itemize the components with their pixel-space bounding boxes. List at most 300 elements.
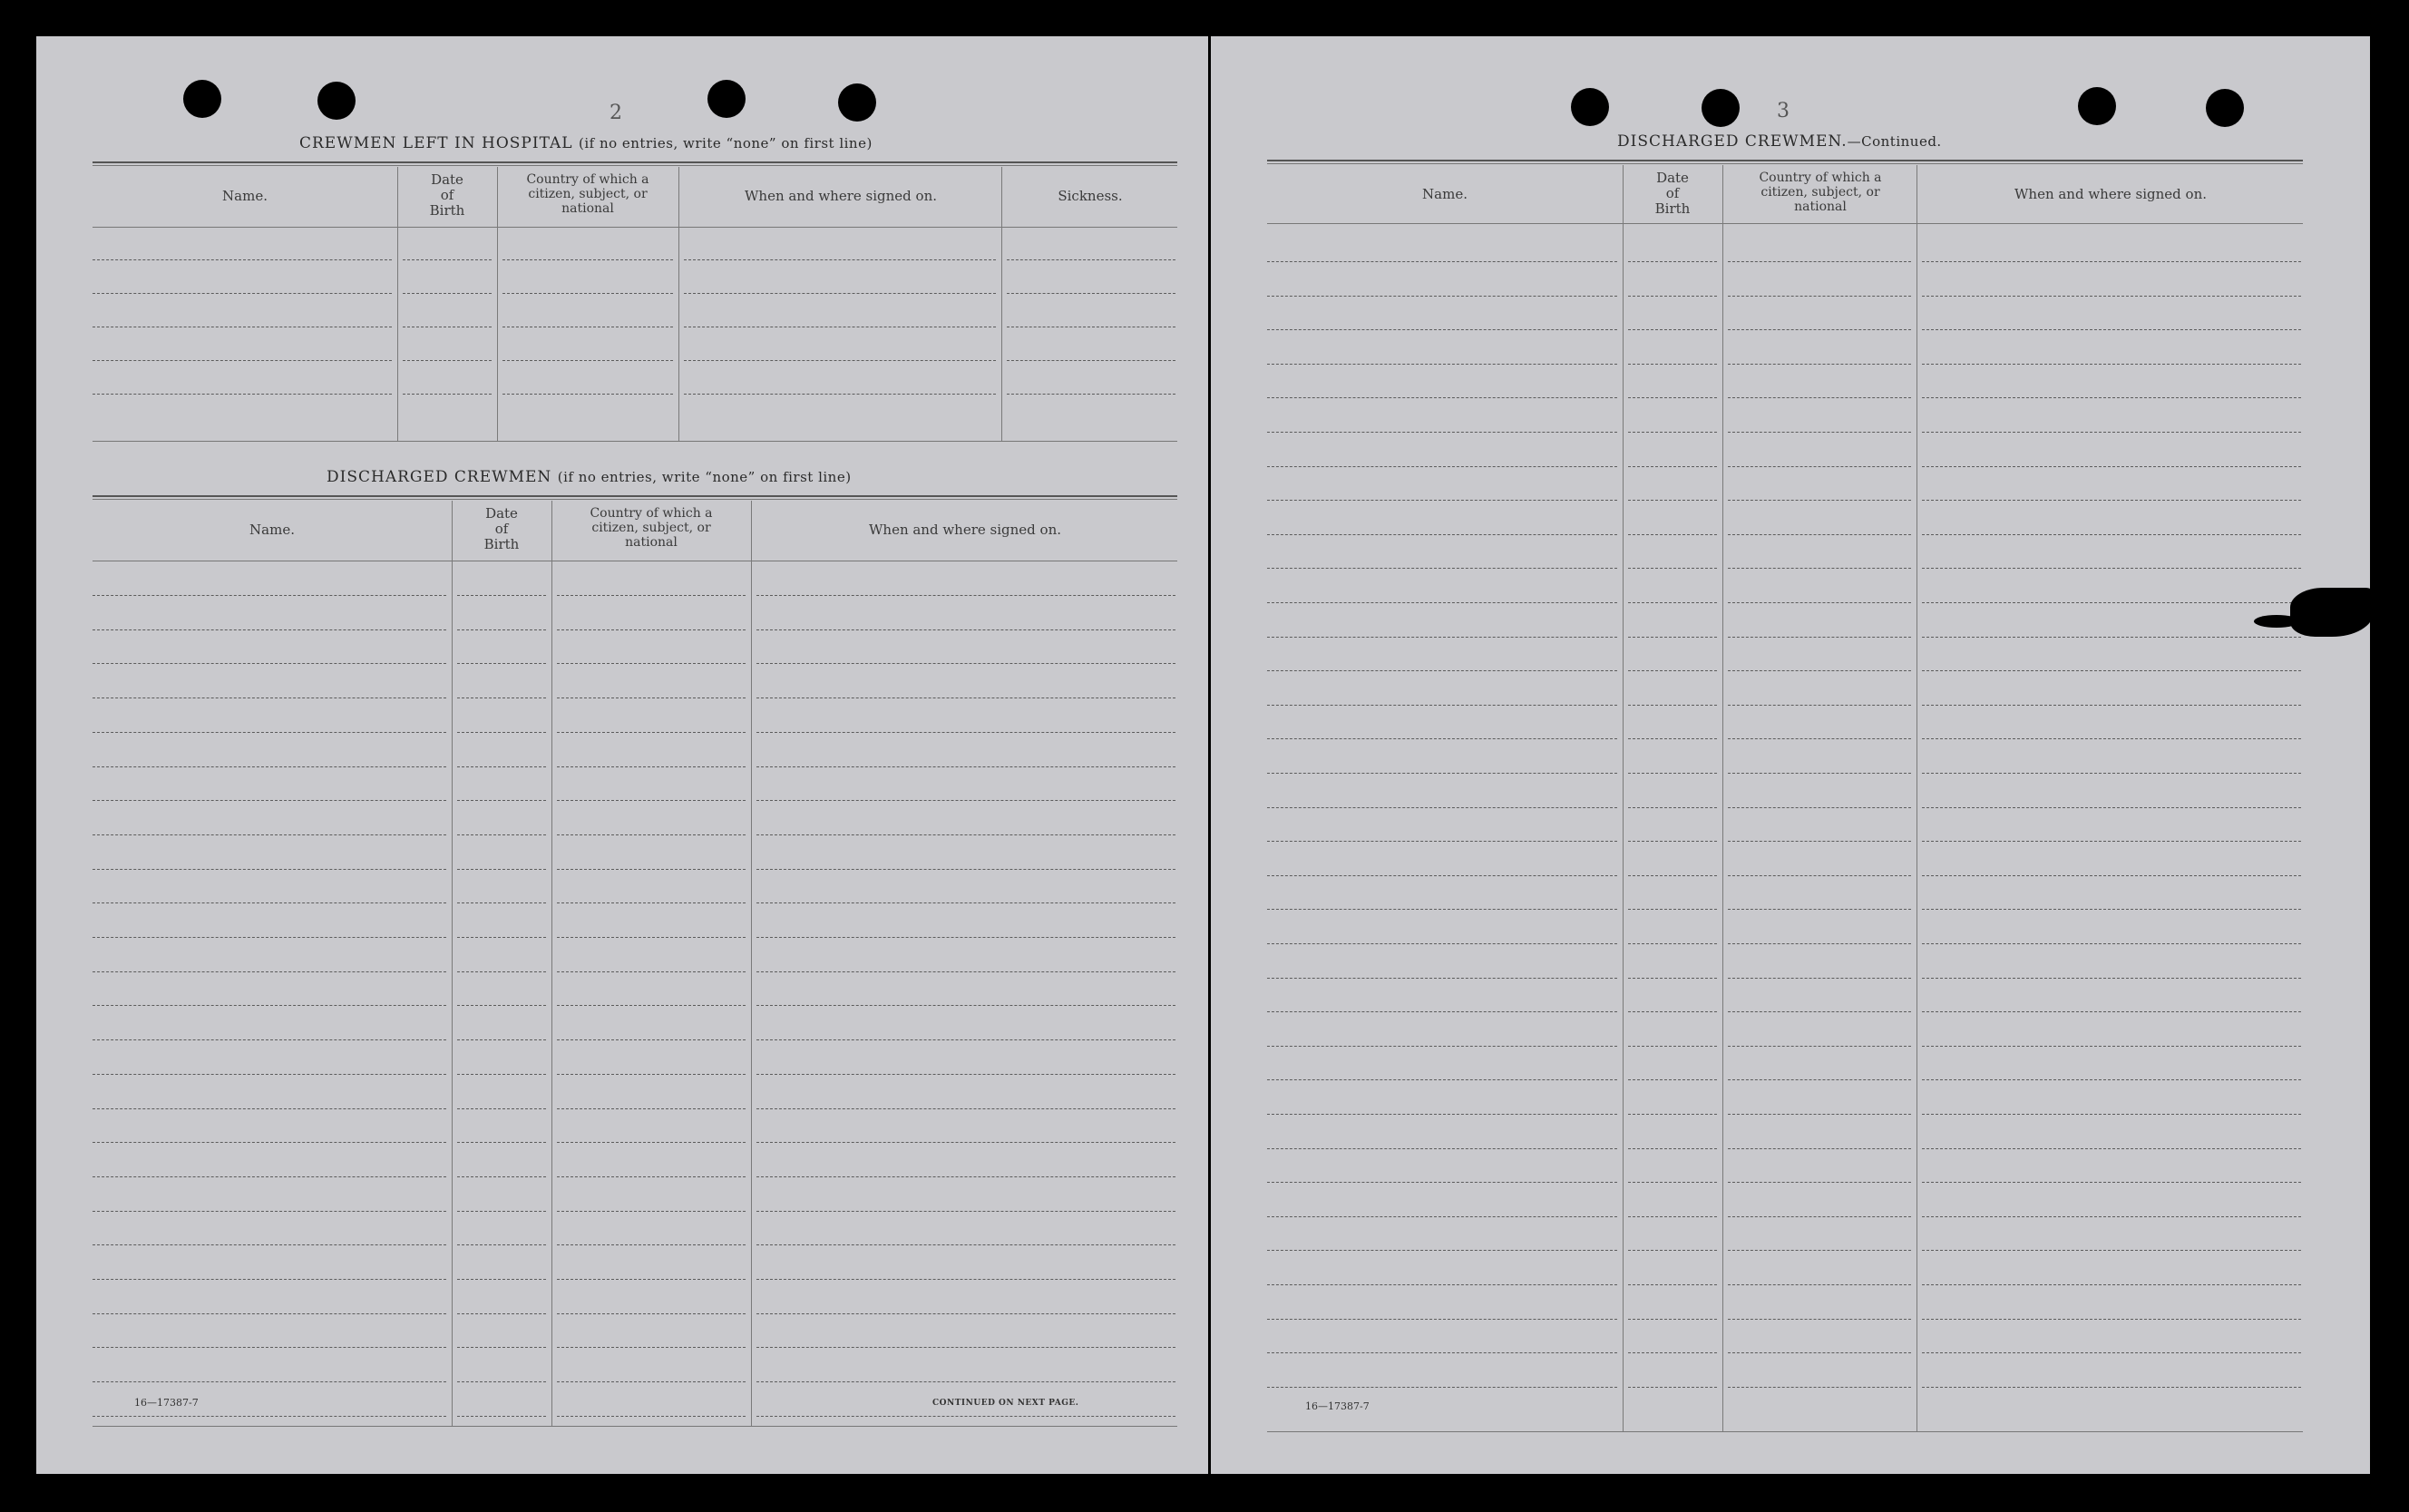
hospital-col-divider xyxy=(397,167,398,441)
entry-line xyxy=(557,1005,746,1006)
entry-line xyxy=(1728,1114,1911,1115)
entry-line xyxy=(756,1108,1175,1109)
entry-line xyxy=(502,259,673,260)
entry-line xyxy=(557,1074,746,1075)
entry-line xyxy=(1628,534,1717,535)
entry-line xyxy=(457,629,546,630)
entry-line xyxy=(1922,1148,2301,1149)
entry-line xyxy=(1728,500,1911,501)
entry-line xyxy=(93,937,446,938)
entry-line xyxy=(1628,466,1717,467)
entry-line xyxy=(1267,534,1617,535)
entry-line xyxy=(1922,1387,2301,1388)
entry-line xyxy=(1728,943,1911,944)
right-page xyxy=(1211,36,2370,1474)
right-top-rule xyxy=(1267,160,2303,161)
entry-line xyxy=(457,1313,546,1314)
entry-line xyxy=(756,1074,1175,1075)
entry-line xyxy=(93,902,446,903)
entry-line xyxy=(1922,1114,2301,1115)
entry-line xyxy=(457,732,546,733)
entry-line xyxy=(457,800,546,801)
entry-line xyxy=(457,834,546,835)
entry-line xyxy=(93,1108,446,1109)
entry-line xyxy=(93,732,446,733)
entry-line xyxy=(1267,773,1617,774)
entry-line xyxy=(1728,1046,1911,1047)
entry-line xyxy=(557,1416,746,1417)
discharged-col-dob xyxy=(452,506,551,552)
entry-line xyxy=(93,1074,446,1075)
punch-hole xyxy=(183,80,221,118)
entry-line xyxy=(1922,670,2301,671)
entry-line xyxy=(502,360,673,361)
hospital-col-signed: When and where signed on. xyxy=(744,188,937,204)
punch-hole xyxy=(2206,89,2244,127)
torn-edge xyxy=(2254,615,2299,628)
entry-line xyxy=(1267,705,1617,706)
entry-line xyxy=(457,663,546,664)
entry-line xyxy=(1922,909,2301,910)
entry-line xyxy=(1628,909,1717,910)
entry-line xyxy=(93,1313,446,1314)
entry-line xyxy=(557,1279,746,1280)
entry-line xyxy=(1922,500,2301,501)
entry-line xyxy=(557,1108,746,1109)
entry-line xyxy=(1628,773,1717,774)
right-bottom-rule xyxy=(1267,1431,2303,1432)
entry-line xyxy=(93,1211,446,1212)
hospital-top-rule xyxy=(93,161,1177,163)
entry-line xyxy=(756,629,1175,630)
country-line: citizen, subject, or xyxy=(1760,185,1880,200)
entry-line xyxy=(1922,943,2301,944)
entry-line xyxy=(1728,807,1911,808)
entry-line xyxy=(1267,909,1617,910)
entry-line xyxy=(1728,1352,1911,1353)
entry-line xyxy=(756,732,1175,733)
entry-line xyxy=(1628,738,1717,739)
entry-line xyxy=(1922,1216,2301,1217)
dob-line: of xyxy=(1665,185,1680,201)
entry-line xyxy=(557,1142,746,1143)
entry-line xyxy=(1267,1352,1617,1353)
entry-line xyxy=(1267,1046,1617,1047)
entry-line xyxy=(1922,1352,2301,1353)
entry-line xyxy=(1628,978,1717,979)
entry-line xyxy=(1922,773,2301,774)
entry-line xyxy=(557,766,746,767)
entry-line xyxy=(1728,1387,1911,1388)
hospital-title-instruction: (if no entries, write “none” on first line) xyxy=(578,135,873,151)
entry-line xyxy=(756,902,1175,903)
entry-line xyxy=(1728,364,1911,365)
entry-line xyxy=(1628,875,1717,876)
entry-line xyxy=(1628,1148,1717,1149)
entry-line xyxy=(1922,841,2301,842)
hospital-title-text: CREWMEN LEFT IN HOSPITAL xyxy=(299,134,573,152)
entry-line xyxy=(93,1005,446,1006)
entry-line xyxy=(1628,1319,1717,1320)
entry-line xyxy=(1007,259,1175,260)
entry-line xyxy=(756,971,1175,972)
entry-line xyxy=(1728,841,1911,842)
entry-line xyxy=(403,259,492,260)
entry-line xyxy=(1267,1387,1617,1388)
entry-line xyxy=(1728,466,1911,467)
right-col-divider xyxy=(1916,165,1917,1431)
entry-line xyxy=(1628,602,1717,603)
dob-line: of xyxy=(440,187,454,203)
discharged-title-instruction: (if no entries, write “none” on first line) xyxy=(557,469,852,485)
entry-line xyxy=(1628,1079,1717,1080)
entry-line xyxy=(756,663,1175,664)
entry-line xyxy=(1267,568,1617,569)
entry-line xyxy=(557,1039,746,1040)
entry-line xyxy=(457,1005,546,1006)
entry-line xyxy=(1267,807,1617,808)
entry-line xyxy=(1728,1284,1911,1285)
entry-line xyxy=(93,1416,446,1417)
entry-line xyxy=(557,971,746,972)
entry-line xyxy=(756,834,1175,835)
entry-line xyxy=(93,1244,446,1245)
entry-line xyxy=(1267,875,1617,876)
hospital-col-country xyxy=(497,172,678,216)
entry-line xyxy=(457,902,546,903)
discharged-top-rule-inner xyxy=(93,499,1177,500)
entry-line xyxy=(684,293,996,294)
entry-line xyxy=(457,595,546,596)
right-col-signed: When and where signed on. xyxy=(2014,186,2207,202)
entry-line xyxy=(1267,261,1617,262)
hospital-bottom-rule xyxy=(93,441,1177,442)
entry-line xyxy=(1728,534,1911,535)
entry-line xyxy=(1628,1216,1717,1217)
entry-line xyxy=(756,1005,1175,1006)
entry-line xyxy=(1267,1182,1617,1183)
discharged-title-text: DISCHARGED CREWMEN xyxy=(327,468,552,486)
entry-line xyxy=(93,1347,446,1348)
form-number: 16—17387-7 xyxy=(134,1397,199,1409)
entry-line xyxy=(403,394,492,395)
punch-hole xyxy=(838,83,876,122)
dob-line: Birth xyxy=(483,536,520,552)
entry-line xyxy=(1628,500,1717,501)
entry-line xyxy=(1922,1319,2301,1320)
entry-line xyxy=(1267,296,1617,297)
entry-line xyxy=(457,1039,546,1040)
entry-line xyxy=(1728,670,1911,671)
entry-line xyxy=(1267,500,1617,501)
form-number: 16—17387-7 xyxy=(1305,1400,1370,1412)
entry-line xyxy=(457,697,546,698)
entry-line xyxy=(1267,637,1617,638)
dob-line: Date xyxy=(431,171,463,188)
entry-line xyxy=(1922,705,2301,706)
entry-line xyxy=(1267,943,1617,944)
entry-line xyxy=(1267,1011,1617,1012)
discharged-col-country xyxy=(553,506,749,550)
entry-line xyxy=(1628,807,1717,808)
hospital-header-rule xyxy=(93,227,1177,228)
entry-line xyxy=(1728,773,1911,774)
entry-line xyxy=(1267,670,1617,671)
entry-line xyxy=(1267,1114,1617,1115)
entry-line xyxy=(1628,841,1717,842)
entry-line xyxy=(1728,1319,1911,1320)
entry-line xyxy=(1922,1250,2301,1251)
dob-line: Birth xyxy=(429,202,465,219)
entry-line xyxy=(1628,1011,1717,1012)
entry-line xyxy=(1267,397,1617,398)
entry-line xyxy=(684,394,996,395)
entry-line xyxy=(93,1381,446,1382)
country-line: Country of which a xyxy=(526,172,649,187)
hospital-col-divider xyxy=(678,167,679,441)
entry-line xyxy=(1628,1352,1717,1353)
entry-line xyxy=(1628,397,1717,398)
entry-line xyxy=(557,697,746,698)
entry-line xyxy=(1628,705,1717,706)
country-line: Country of which a xyxy=(590,506,713,521)
entry-line xyxy=(457,1347,546,1348)
entry-line xyxy=(1922,1011,2301,1012)
entry-line xyxy=(1267,466,1617,467)
discharged-col-divider xyxy=(551,501,552,1426)
entry-line xyxy=(457,1176,546,1177)
entry-line xyxy=(93,1142,446,1143)
entry-line xyxy=(1728,329,1911,330)
page-number: 3 xyxy=(1777,100,1790,122)
entry-line xyxy=(1922,364,2301,365)
discharged-col-divider xyxy=(452,501,453,1426)
entry-line xyxy=(1628,943,1717,944)
punch-hole xyxy=(707,80,746,118)
entry-line xyxy=(1728,978,1911,979)
entry-line xyxy=(93,663,446,664)
entry-line xyxy=(756,1039,1175,1040)
entry-line xyxy=(1007,394,1175,395)
entry-line xyxy=(1728,909,1911,910)
torn-edge xyxy=(2290,588,2374,637)
entry-line xyxy=(1628,1250,1717,1251)
entry-line xyxy=(557,869,746,870)
entry-line xyxy=(684,259,996,260)
dob-line: Date xyxy=(485,505,518,522)
right-header-rule xyxy=(1267,223,2303,224)
entry-line xyxy=(93,1279,446,1280)
entry-line xyxy=(1728,397,1911,398)
discharged-section-title xyxy=(327,468,852,486)
entry-line xyxy=(756,869,1175,870)
entry-line xyxy=(557,1211,746,1212)
entry-line xyxy=(93,360,392,361)
entry-line xyxy=(557,800,746,801)
entry-line xyxy=(1922,807,2301,808)
discharged-col-divider xyxy=(751,501,752,1426)
entry-line xyxy=(1922,534,2301,535)
entry-line xyxy=(756,937,1175,938)
entry-line xyxy=(93,800,446,801)
continued-note: CONTINUED ON NEXT PAGE. xyxy=(932,1399,1079,1408)
entry-line xyxy=(1728,1250,1911,1251)
entry-line xyxy=(557,1176,746,1177)
discharged-bottom-rule xyxy=(93,1426,1177,1427)
entry-line xyxy=(457,1142,546,1143)
country-line: citizen, subject, or xyxy=(591,521,711,535)
hospital-col-name: Name. xyxy=(222,188,268,204)
country-line: national xyxy=(561,201,614,216)
country-line: Country of which a xyxy=(1759,171,1882,185)
entry-line xyxy=(557,834,746,835)
hospital-col-dob xyxy=(397,172,497,219)
entry-line xyxy=(93,293,392,294)
entry-line xyxy=(457,1279,546,1280)
entry-line xyxy=(1267,1216,1617,1217)
entry-line xyxy=(1728,568,1911,569)
entry-line xyxy=(1628,637,1717,638)
entry-line xyxy=(457,869,546,870)
hospital-col-divider xyxy=(1001,167,1002,441)
hospital-section-title xyxy=(299,134,873,152)
right-title-suffix: —Continued. xyxy=(1847,133,1942,150)
page-number: 2 xyxy=(610,102,622,124)
entry-line xyxy=(1728,637,1911,638)
entry-line xyxy=(1922,738,2301,739)
entry-line xyxy=(457,766,546,767)
entry-line xyxy=(1728,602,1911,603)
discharged-col-signed: When and where signed on. xyxy=(868,522,1061,538)
entry-line xyxy=(1922,568,2301,569)
entry-line xyxy=(1728,1148,1911,1149)
hospital-col-divider xyxy=(497,167,498,441)
entry-line xyxy=(1728,261,1911,262)
entry-line xyxy=(1267,1319,1617,1320)
entry-line xyxy=(557,663,746,664)
entry-line xyxy=(1728,1216,1911,1217)
entry-line xyxy=(756,1142,1175,1143)
entry-line xyxy=(756,1244,1175,1245)
country-line: national xyxy=(625,535,678,550)
punch-hole xyxy=(2078,87,2116,125)
entry-line xyxy=(756,1416,1175,1417)
entry-line xyxy=(403,360,492,361)
entry-line xyxy=(93,971,446,972)
entry-line xyxy=(1728,1079,1911,1080)
country-line: citizen, subject, or xyxy=(528,187,648,201)
entry-line xyxy=(557,1347,746,1348)
entry-line xyxy=(1628,1182,1717,1183)
entry-line xyxy=(93,697,446,698)
dob-line: of xyxy=(494,521,509,537)
entry-line xyxy=(93,629,446,630)
entry-line xyxy=(1922,432,2301,433)
right-top-rule-inner xyxy=(1267,163,2303,164)
entry-line xyxy=(1922,1046,2301,1047)
entry-line xyxy=(684,360,996,361)
entry-line xyxy=(756,1381,1175,1382)
entry-line xyxy=(1728,705,1911,706)
entry-line xyxy=(457,1244,546,1245)
entry-line xyxy=(1922,637,2301,638)
entry-line xyxy=(1922,466,2301,467)
entry-line xyxy=(1922,1284,2301,1285)
entry-line xyxy=(93,869,446,870)
entry-line xyxy=(1728,1011,1911,1012)
entry-line xyxy=(1628,1284,1717,1285)
entry-line xyxy=(1922,1079,2301,1080)
entry-line xyxy=(1267,1250,1617,1251)
entry-line xyxy=(756,1347,1175,1348)
dob-line: Birth xyxy=(1654,200,1691,217)
right-col-name: Name. xyxy=(1422,186,1468,202)
entry-line xyxy=(502,394,673,395)
entry-line xyxy=(1267,1148,1617,1149)
entry-line xyxy=(756,697,1175,698)
discharged-top-rule xyxy=(93,495,1177,497)
entry-line xyxy=(457,937,546,938)
entry-line xyxy=(93,595,446,596)
discharged-col-name: Name. xyxy=(249,522,295,538)
entry-line xyxy=(1728,875,1911,876)
entry-line xyxy=(93,394,392,395)
entry-line xyxy=(457,971,546,972)
entry-line xyxy=(457,1416,546,1417)
entry-line xyxy=(1628,329,1717,330)
entry-line xyxy=(1267,978,1617,979)
entry-line xyxy=(1267,738,1617,739)
punch-hole xyxy=(1702,89,1740,127)
entry-line xyxy=(1728,738,1911,739)
entry-line xyxy=(756,766,1175,767)
entry-line xyxy=(457,1381,546,1382)
entry-line xyxy=(1922,296,2301,297)
entry-line xyxy=(756,800,1175,801)
entry-line xyxy=(756,1313,1175,1314)
entry-line xyxy=(1628,261,1717,262)
entry-line xyxy=(93,259,392,260)
punch-hole xyxy=(317,82,356,120)
entry-line xyxy=(1728,432,1911,433)
country-line: national xyxy=(1794,200,1847,214)
entry-line xyxy=(1267,364,1617,365)
entry-line xyxy=(1267,1079,1617,1080)
entry-line xyxy=(1007,360,1175,361)
dob-line: Date xyxy=(1656,170,1689,186)
entry-line xyxy=(1267,329,1617,330)
right-col-divider xyxy=(1722,165,1723,1431)
entry-line xyxy=(1628,1046,1717,1047)
entry-line xyxy=(1267,1284,1617,1285)
entry-line xyxy=(1628,432,1717,433)
entry-line xyxy=(557,595,746,596)
entry-line xyxy=(1922,1182,2301,1183)
entry-line xyxy=(1922,261,2301,262)
entry-line xyxy=(93,766,446,767)
entry-line xyxy=(557,629,746,630)
entry-line xyxy=(1922,397,2301,398)
entry-line xyxy=(1728,1182,1911,1183)
right-col-country xyxy=(1724,171,1916,214)
right-section-title xyxy=(1617,132,1942,151)
entry-line xyxy=(557,937,746,938)
punch-hole xyxy=(1571,88,1609,126)
entry-line xyxy=(1267,841,1617,842)
hospital-top-rule-inner xyxy=(93,165,1177,166)
entry-line xyxy=(756,1176,1175,1177)
entry-line xyxy=(1628,670,1717,671)
